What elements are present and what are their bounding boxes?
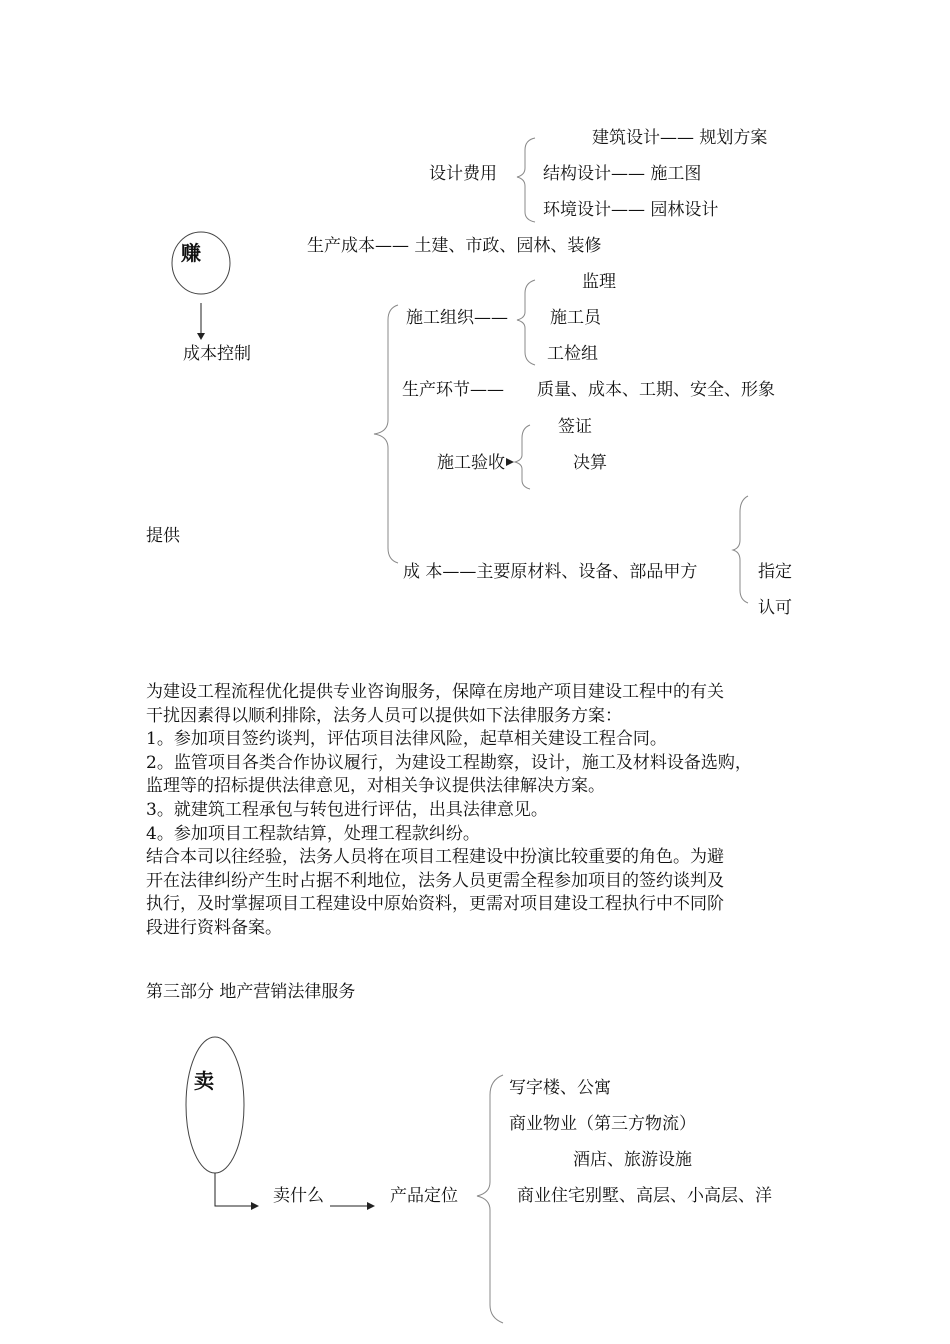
office-apartment-label: 写字楼、公寓 xyxy=(509,1078,611,1098)
struct-design-label: 结构设计—— 施工图 xyxy=(543,164,702,184)
section-title: 第三部分 地产营销法律服务 xyxy=(146,982,356,1002)
production-items-label: 质量、成本、工期、安全、形象 xyxy=(537,380,775,400)
env-design-label: 环境设计—— 园林设计 xyxy=(543,200,719,220)
provide-label: 提供 xyxy=(146,526,180,546)
sell-connector xyxy=(215,1173,252,1206)
list-item-2-line2: 监理等的招标提供法律意见，对相关争议提供法律解决方案。 xyxy=(146,776,605,797)
list-item-2-line1: 2。监管项目各类合作协议履行，为建设工程勘察，设计，施工及材料设备选购， xyxy=(146,752,752,773)
production-cost-label: 生产成本—— 土建、市政、园林、装修 xyxy=(307,236,602,256)
earn-label: 赚 xyxy=(181,241,201,265)
designate-label: 指定 xyxy=(758,562,792,582)
visa-label: 签证 xyxy=(558,417,592,437)
list-item-1: 1。参加项目签约谈判，评估项目法律风险，起草相关建设工程合同。 xyxy=(146,729,667,750)
brace-product xyxy=(477,1075,503,1323)
list-item-3: 3。就建筑工程承包与转包进行评估，出具法律意见。 xyxy=(146,799,548,820)
residential-label: 商业住宅别墅、高层、小高层、洋 xyxy=(517,1186,772,1206)
cost-line-label: 成 本——主要原材料、设备、部品甲方 xyxy=(403,562,698,582)
sell-label: 卖 xyxy=(194,1069,214,1093)
approve-label: 认可 xyxy=(758,598,792,618)
acceptance-label: 施工验收 xyxy=(437,453,505,473)
acceptance-arrow xyxy=(506,458,514,466)
para2-line4: 段进行资料备案。 xyxy=(146,917,282,938)
body-text xyxy=(146,681,826,941)
constructor-label: 施工员 xyxy=(550,308,601,328)
construction-org-label: 施工组织—— xyxy=(406,308,508,328)
cost-control-label: 成本控制 xyxy=(183,344,251,364)
commercial-label: 商业物业（第三方物流） xyxy=(509,1114,696,1134)
design-fee-label: 设计费用 xyxy=(429,164,497,184)
brace-design-fee xyxy=(517,138,535,222)
brace-construction-org xyxy=(517,280,535,365)
brace-acceptance xyxy=(515,425,530,489)
para2-line1: 结合本司以往经验，法务人员将在项目工程建设中扮演比较重要的角色。为避 xyxy=(146,847,724,868)
arch-design-label: 建筑设计—— 规划方案 xyxy=(592,128,768,148)
para2-line2: 开在法律纠纷产生时占据不利地位，法务人员更需全程参加项目的签约谈判及 xyxy=(146,870,724,891)
product-positioning-label: 产品定位 xyxy=(390,1186,458,1206)
para1-line1: 为建设工程流程优化提供专业咨询服务，保障在房地产项目建设工程中的有关 xyxy=(146,682,724,702)
brace-designate xyxy=(733,496,748,603)
brace-main xyxy=(374,305,398,563)
production-link-label: 生产环节—— xyxy=(402,380,504,400)
inspection-team-label: 工检组 xyxy=(547,344,598,364)
supervision-label: 监理 xyxy=(582,272,616,292)
para2-line3: 执行，及时掌握项目工程建设中原始资料，更需对项目建设工程执行中不同阶 xyxy=(146,894,724,915)
list-item-4: 4。参加项目工程款结算，处理工程款纠纷。 xyxy=(146,823,480,844)
sell-circle xyxy=(186,1037,244,1173)
para1-line2: 干扰因素得以顺利排除，法务人员可以提供如下法律服务方案： xyxy=(146,705,622,726)
hotel-label: 酒店、旅游设施 xyxy=(573,1150,692,1170)
settlement-label: 决算 xyxy=(573,453,607,473)
sell-what-arrow-head xyxy=(367,1202,375,1210)
sell-arrow-head xyxy=(251,1202,259,1210)
down-arrow-head xyxy=(197,333,205,340)
sell-what-label: 卖什么 xyxy=(273,1186,324,1206)
